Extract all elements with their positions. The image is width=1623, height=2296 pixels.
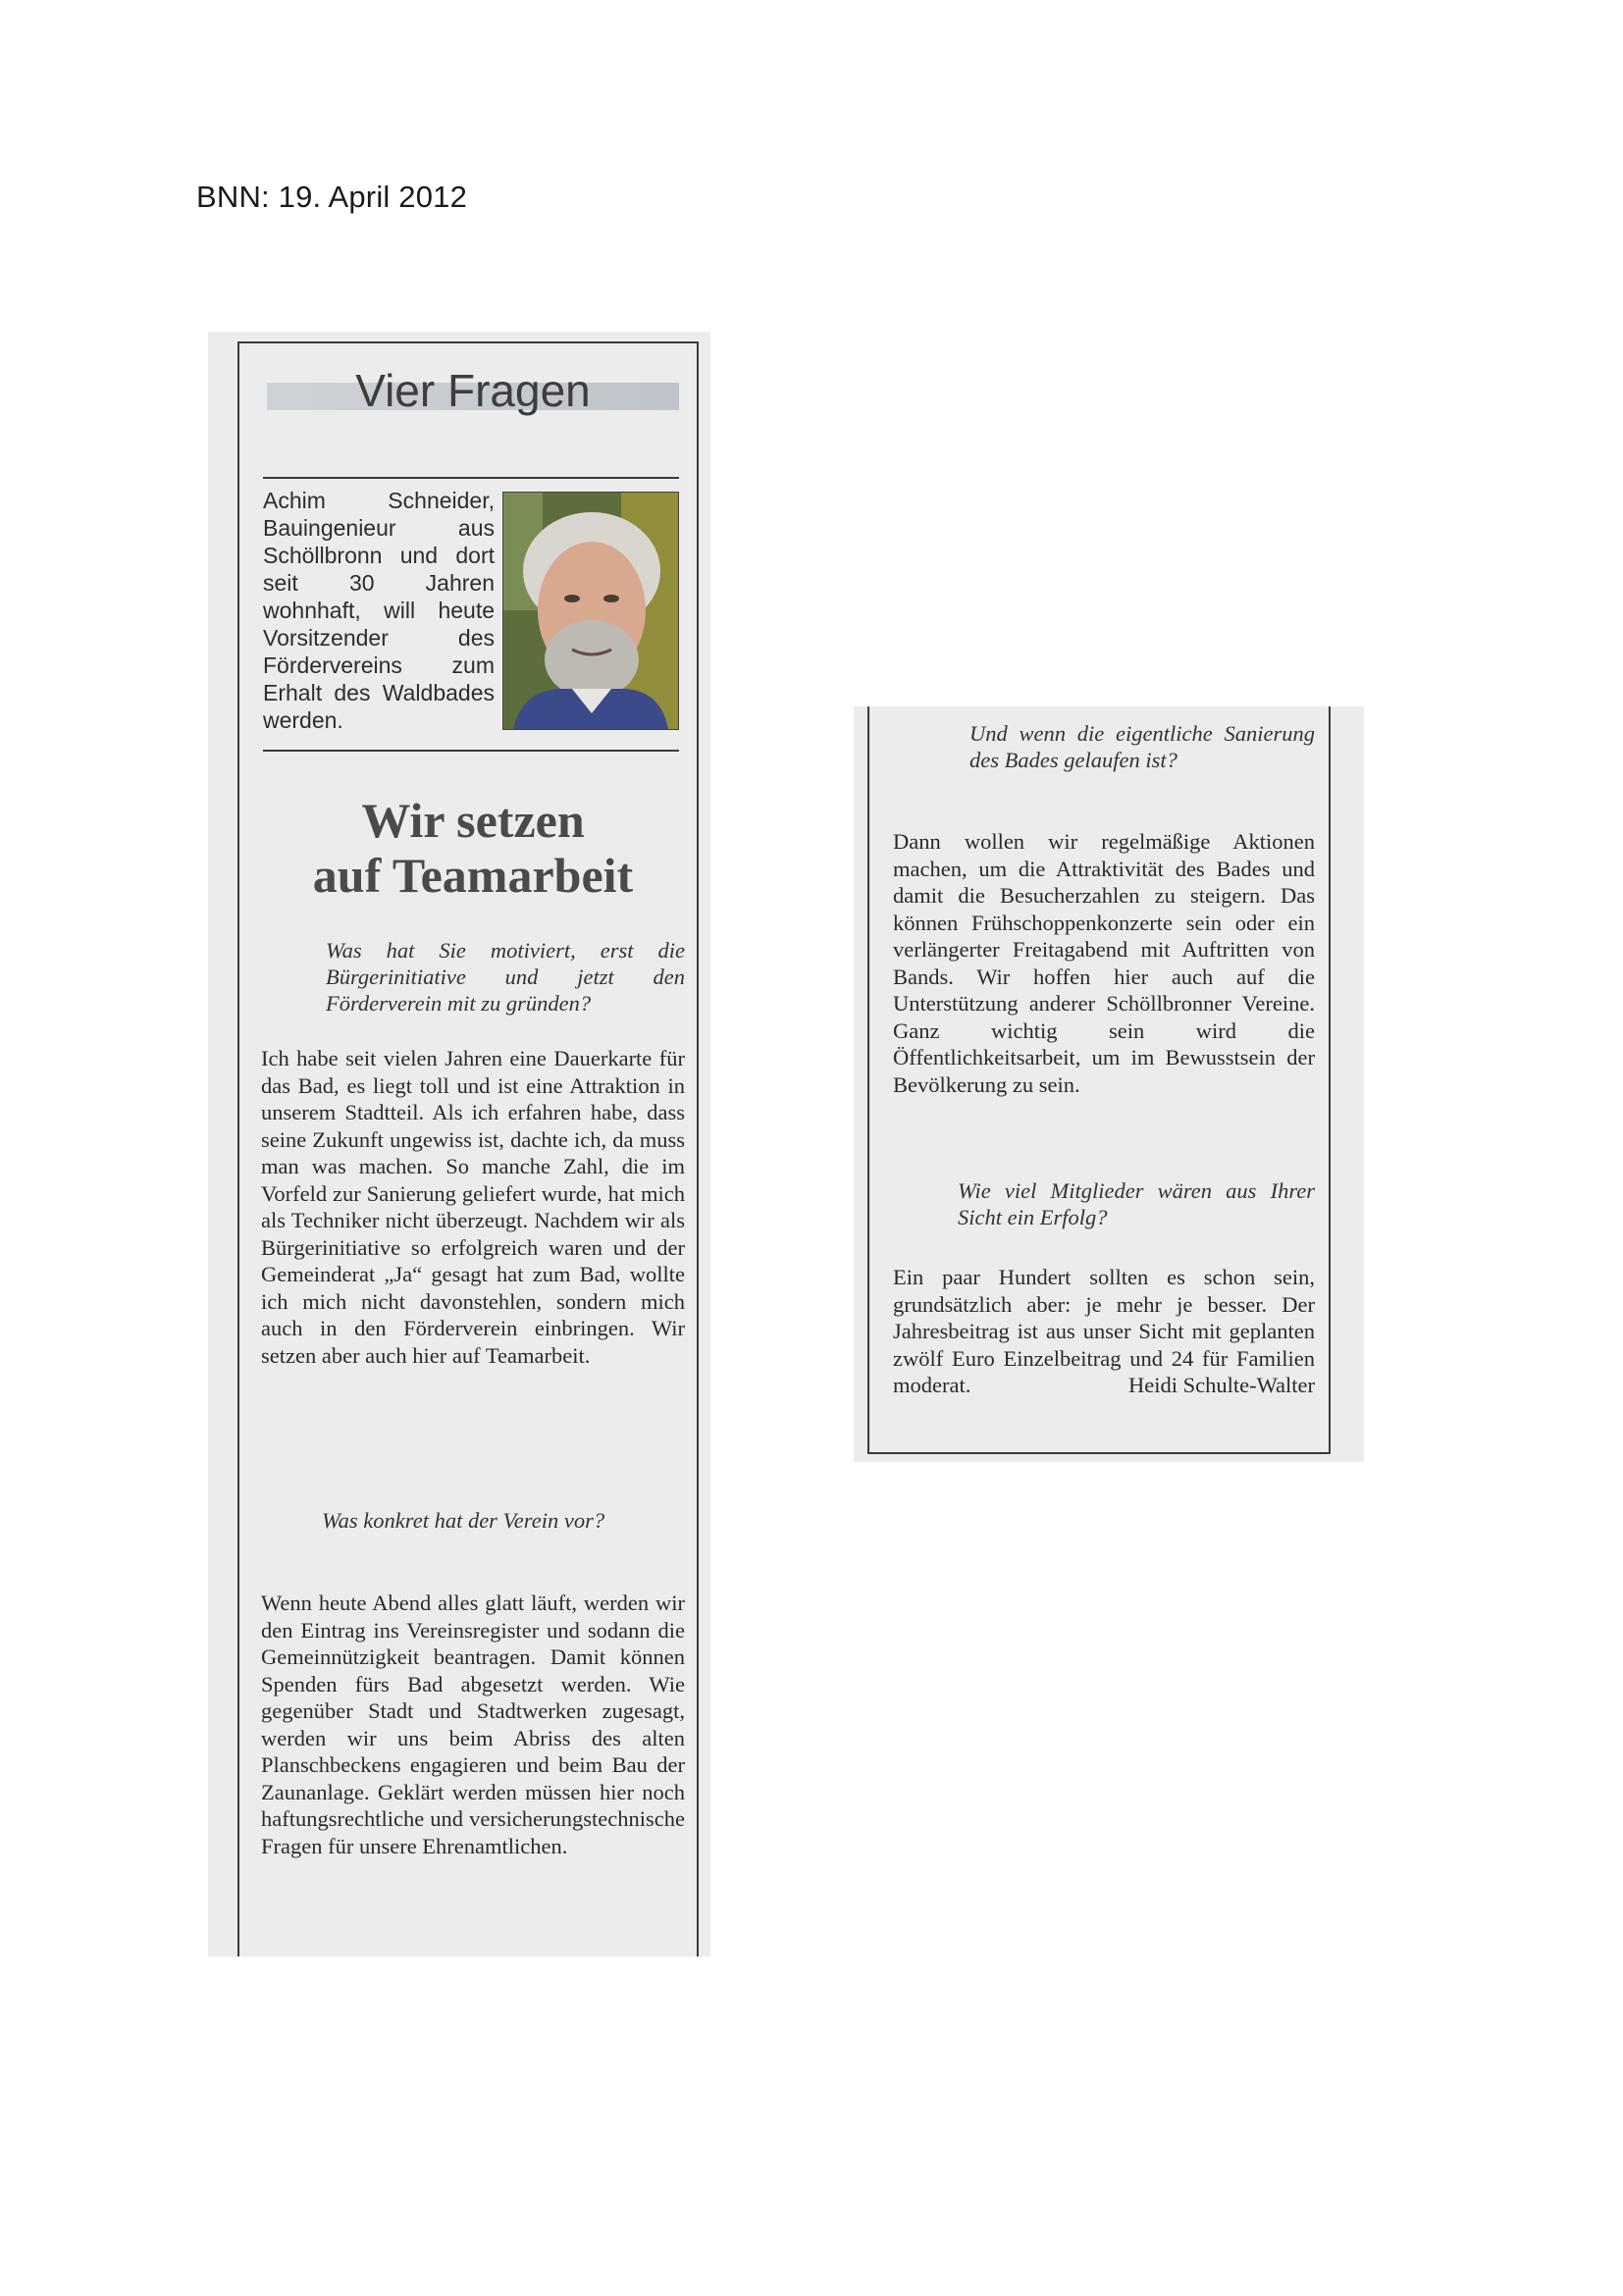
headline-line-2: auf Teamarbeit xyxy=(312,848,634,903)
author-signature: Heidi Schulte-Walter xyxy=(1128,1373,1315,1397)
answer-4-text: Ein paar Hundert sollten es schon sein, grundsätzlich aber: je mehr je besser. Der Jahresbeitrag ist aus unser Sicht mit geplanten zwölf Euro Einzelbeitrag und 24 für Familien moderat. xyxy=(893,1265,1315,1397)
question-3: Und wenn die eigentliche Sanierung des Bades gelaufen ist? xyxy=(969,721,1315,772)
divider xyxy=(263,477,679,479)
kicker xyxy=(267,361,679,420)
question-1: Was hat Sie motiviert, erst die Bürgerinitiative und jetzt den Förderverein mit zu gründen? xyxy=(326,938,685,1016)
headline-line-1: Wir setzen xyxy=(361,793,585,848)
article-clipping-right xyxy=(854,706,1364,1462)
kicker-text: Vier Fragen xyxy=(355,365,591,416)
answer-3: Dann wollen wir regelmäßige Aktionen machen, um die Attraktivität des Bades und damit die Besucherzahlen zu steigern. Das können Frühschoppenkonzerte sein oder ein verlängerter Freitagabend mit Auftritten von Bands. Wir hoffen hier auch auf die Unterstützung anderer Schöllbronner Vereine. Ganz wichtig sein wird die Öffentlichkeitsarbeit, um im Bewusstsein der Bevölkerung zu sein. xyxy=(893,829,1315,1097)
portrait-photo xyxy=(502,492,679,730)
answer-1: Ich habe seit vielen Jahren eine Dauerkarte für das Bad, es liegt toll und ist eine Attraktion in unserem Stadtteil. Als ich erfahren habe, dass seine Zukunft ungewiss ist, dachte ich, da muss man was machen. So manche Zahl, die im Vorfeld zur Sanierung geliefert wurde, hat mich als Techniker nicht überzeugt. Nachdem wir als Bürgerinitiative so erfolgreich waren und der Gemeinderat „Ja“ gesagt hat zum Bad, wollte ich mich nicht davonstehlen, sondern mich auch in den Förderverein einbringen. Wir setzen aber auch hier auf Teamarbeit. xyxy=(261,1046,685,1368)
answer-2: Wenn heute Abend alles glatt läuft, werden wir den Eintrag ins Vereinsregister und sodann die Gemeinnützigkeit beantragen. Damit können Spenden fürs Bad abgesetzt werden. Wie gegenüber Stadt und Stadtwerken zugesagt, werden wir uns beim Abriss des alten Planschbeckens engagieren und beim Bau der Zaunanlage. Geklärt werden müssen hier noch haftungsrechtliche und versicherungstechnische Fragen für unsere Ehrenamtlichen. xyxy=(261,1591,685,1858)
source-date-header: BNN: 19. April 2012 xyxy=(196,180,468,214)
headline xyxy=(247,793,699,903)
intro-text: Achim Schneider, Bauingenieur aus Schöllbronn und dort seit 30 Jahren wohnhaft, will heute Vorsitzender des Fördervereins zum Erhalt des Waldbades werden. xyxy=(263,488,495,733)
article-clipping-left xyxy=(208,332,710,1957)
question-4: Wie viel Mitglieder wären aus Ihrer Sicht ein Erfolg? xyxy=(958,1178,1315,1229)
answer-4 xyxy=(893,1264,1315,1399)
question-2: Was konkret hat der Verein vor? xyxy=(322,1508,605,1533)
divider xyxy=(263,750,679,752)
